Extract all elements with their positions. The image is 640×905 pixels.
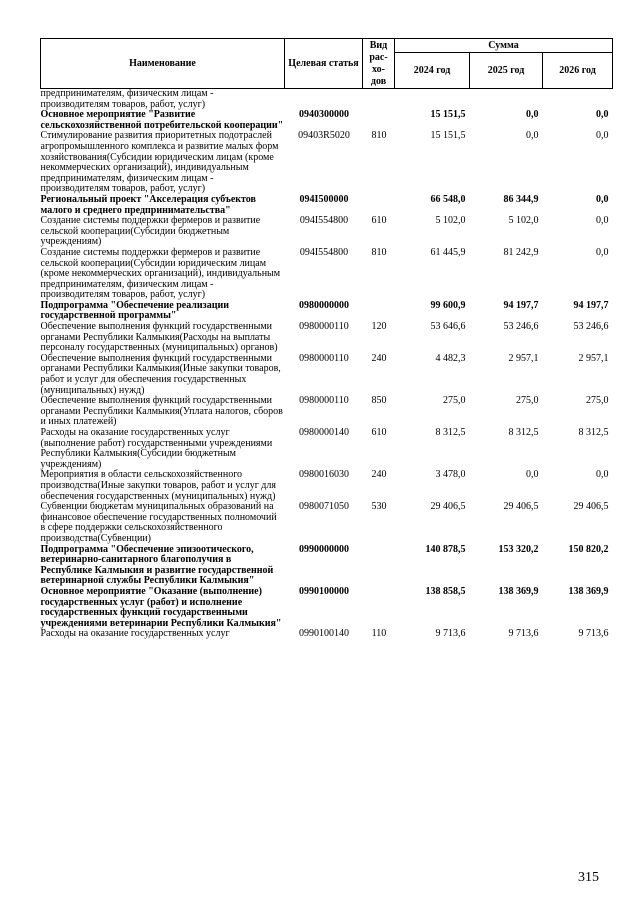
row-vid: 240 <box>371 469 387 481</box>
row-value-2026: 0,0 <box>596 130 609 142</box>
table-row <box>41 195 613 216</box>
row-code: 0980000110 <box>299 352 349 364</box>
row-value-2024 <box>395 89 470 111</box>
row-value-2026: 94 197,7 <box>573 299 609 311</box>
table-row <box>41 629 613 640</box>
table-row <box>41 354 613 396</box>
row-code: 0980000000 <box>299 299 349 311</box>
header-vid: Вид рас-хо-дов <box>363 39 395 89</box>
row-name: Создание системы поддержки фермеров и развитие сельской кооперации(Субсидии юридическим лицам (кроме некоммерческих организаций), индивидуальным предпринимателям, физическим лицам - производителям товаров, работ, услуг) <box>40 246 281 301</box>
row-code: 094I500000 <box>299 193 349 205</box>
row-value-2026: 0,0 <box>596 246 609 258</box>
table-row <box>41 89 613 111</box>
row-value-2024: 9 713,6 <box>435 628 466 640</box>
row-value-2025: 5 102,0 <box>508 215 539 227</box>
row-value-2025: 94 197,7 <box>503 299 539 311</box>
row-value-2024: 15 151,5 <box>430 130 466 142</box>
row-code: 0980071050 <box>299 501 349 513</box>
row-vid: 120 <box>371 321 387 333</box>
row-code: 0990100000 <box>299 585 349 597</box>
row-code: 0980016030 <box>299 469 349 481</box>
row-code: 0980000110 <box>299 395 349 407</box>
row-value-2024: 15 151,5 <box>430 109 466 121</box>
row-vid: 110 <box>371 628 387 640</box>
row-vid <box>363 587 395 629</box>
row-value-2026: 0,0 <box>596 469 609 481</box>
row-value-2025: 138 369,9 <box>498 585 539 597</box>
row-value-2026: 29 406,5 <box>573 501 609 513</box>
table-body <box>41 89 613 640</box>
row-value-2026: 275,0 <box>586 395 609 407</box>
row-vid: 850 <box>371 395 387 407</box>
row-code: 094I554800 <box>299 246 349 258</box>
row-code: 0990100140 <box>299 628 349 640</box>
row-value-2024: 3 478,0 <box>435 469 466 481</box>
header-2024: 2024 год <box>395 53 470 89</box>
row-value-2024: 99 600,9 <box>430 299 466 311</box>
row-value-2025: 29 406,5 <box>503 501 539 513</box>
row-vid <box>363 110 395 131</box>
row-value-2026: 0,0 <box>596 193 609 205</box>
row-value-2025 <box>470 89 543 111</box>
row-value-2024: 275,0 <box>443 395 466 407</box>
row-name: Обеспечение выполнения функций государственными органами Республики Калмыкия(Расходы на выплаты персоналу государственных (муниципальных) органов) <box>40 321 278 354</box>
row-name: Обеспечение выполнения функций государственными органами Республики Калмыкия(Уплата налогов, сборов и иных платежей) <box>40 395 283 428</box>
row-code: 09403R5020 <box>298 130 350 142</box>
row-value-2025: 81 242,9 <box>503 246 539 258</box>
row-vid: 610 <box>371 215 387 227</box>
row-name: Расходы на оказание государственных услуг <box>40 628 230 640</box>
row-code <box>285 89 363 111</box>
row-value-2025: 0,0 <box>526 109 539 121</box>
row-value-2024: 61 445,9 <box>430 246 466 258</box>
row-value-2024: 53 646,6 <box>430 321 466 333</box>
row-name: Субвенции бюджетам муниципальных образований на финансовое обеспечение государственных полномочий в сфере поддержки сельскохозяйственного производства(Субвенции) <box>40 501 277 544</box>
row-value-2025: 8 312,5 <box>508 427 539 438</box>
table-header <box>41 39 613 89</box>
table-row <box>41 587 613 629</box>
table-row <box>41 502 613 544</box>
row-value-2026: 2 957,1 <box>578 352 609 364</box>
row-code: 0990000000 <box>299 543 349 555</box>
row-value-2025: 153 320,2 <box>498 543 539 555</box>
row-code: 0940300000 <box>299 109 349 121</box>
row-value-2024: 8 312,5 <box>435 427 466 438</box>
header-2026: 2026 год <box>543 53 613 89</box>
header-code: Целевая статья <box>285 39 363 89</box>
table-row <box>41 428 613 470</box>
row-vid: 240 <box>371 352 387 364</box>
row-value-2025: 86 344,9 <box>503 193 539 205</box>
header-name: Наименование <box>41 39 285 89</box>
header-sum: Сумма <box>395 39 613 53</box>
row-value-2026 <box>543 89 613 111</box>
row-value-2025: 2 957,1 <box>508 352 539 364</box>
row-value-2026: 150 820,2 <box>568 543 609 555</box>
row-vid: 810 <box>371 130 387 142</box>
row-name: Основное мероприятие "Развитие сельскохозяйственной потребительской кооперации" <box>40 109 284 131</box>
row-name: Мероприятия в области сельскохозяйственного производства(Иные закупки товаров, работ и услуг для обеспечения государственных (муниципальных) нужд) <box>40 469 276 502</box>
row-value-2025: 0,0 <box>526 130 539 142</box>
row-value-2024: 4 482,3 <box>435 352 466 364</box>
row-code: 0980000110 <box>299 321 349 333</box>
table-row <box>41 216 613 248</box>
table-row <box>41 110 613 131</box>
row-value-2026: 0,0 <box>596 215 609 227</box>
row-name: Подпрограмма "Обеспечение эпизоотического, ветеринарно-санитарного благополучия в Республике Калмыкия и развитие государственной ветеринарной службы Республики Калмыкия" <box>40 543 274 587</box>
table-row <box>41 545 613 587</box>
row-name: Стимулирование развития приоритетных подотраслей агропромышленного комплекса и развитие малых форм хозяйствования(Субсидии юридическим лицам (кроме некоммерческих организаций), индивидуальным предпринимателям, физическим лицам - производителям товаров, работ, услуг) <box>40 130 279 195</box>
page-number: 315 <box>578 870 599 885</box>
row-vid: 810 <box>371 246 387 258</box>
row-vid <box>363 301 395 322</box>
row-name: Подпрограмма "Обеспечение реализации государственной программы" <box>40 299 229 322</box>
row-name: предпринимателям, физическим лицам - производителям товаров, работ, услуг) <box>40 88 214 110</box>
row-code: 094I554800 <box>299 215 349 227</box>
table-row <box>41 301 613 322</box>
row-value-2026: 9 713,6 <box>578 628 609 640</box>
table-row <box>41 322 613 354</box>
row-value-2026: 8 312,5 <box>578 427 609 438</box>
row-name: Основное мероприятие "Оказание (выполнение) государственных услуг (работ) и исполнение государственных функций государственными учреждениями ветеринарии Республики Калмыкия" <box>40 585 282 629</box>
row-value-2026: 53 246,6 <box>573 321 609 333</box>
row-value-2025: 9 713,6 <box>508 628 539 640</box>
row-value-2025: 275,0 <box>516 395 539 407</box>
row-value-2024: 140 878,5 <box>425 543 466 555</box>
row-vid <box>363 195 395 216</box>
row-vid: 530 <box>371 501 387 513</box>
row-vid <box>363 89 395 111</box>
row-name: Создание системы поддержки фермеров и развитие сельской кооперации(Субсидии бюджетным учреждениям) <box>40 215 261 248</box>
budget-table <box>40 38 613 640</box>
table-row <box>41 470 613 502</box>
row-value-2024: 66 548,0 <box>430 193 466 205</box>
row-vid: 610 <box>371 427 387 438</box>
row-name: Расходы на оказание государственных услуг (выполнение работ) государственными учреждениями Республики Калмыкия(Субсидии бюджетным учреждениям) <box>40 427 273 470</box>
table-row <box>41 248 613 301</box>
row-code: 0980000140 <box>299 427 349 438</box>
row-name: Обеспечение выполнения функций государственными органами Республики Калмыкия(Иные закупки товаров, работ и услуг для обеспечения государственных (муниципальных) нужд) <box>40 352 281 396</box>
table-row <box>41 396 613 428</box>
row-value-2024: 5 102,0 <box>435 215 466 227</box>
row-value-2025: 53 246,6 <box>503 321 539 333</box>
row-value-2026: 0,0 <box>596 109 609 121</box>
row-value-2025: 0,0 <box>526 469 539 481</box>
row-value-2024: 138 858,5 <box>425 585 466 597</box>
table-row <box>41 131 613 195</box>
row-vid <box>363 545 395 587</box>
row-name: Региональный проект "Акселерация субъектов малого и среднего предпринимательства" <box>40 193 256 216</box>
header-2025: 2025 год <box>470 53 543 89</box>
row-value-2026: 138 369,9 <box>568 585 609 597</box>
row-value-2024: 29 406,5 <box>430 501 466 513</box>
